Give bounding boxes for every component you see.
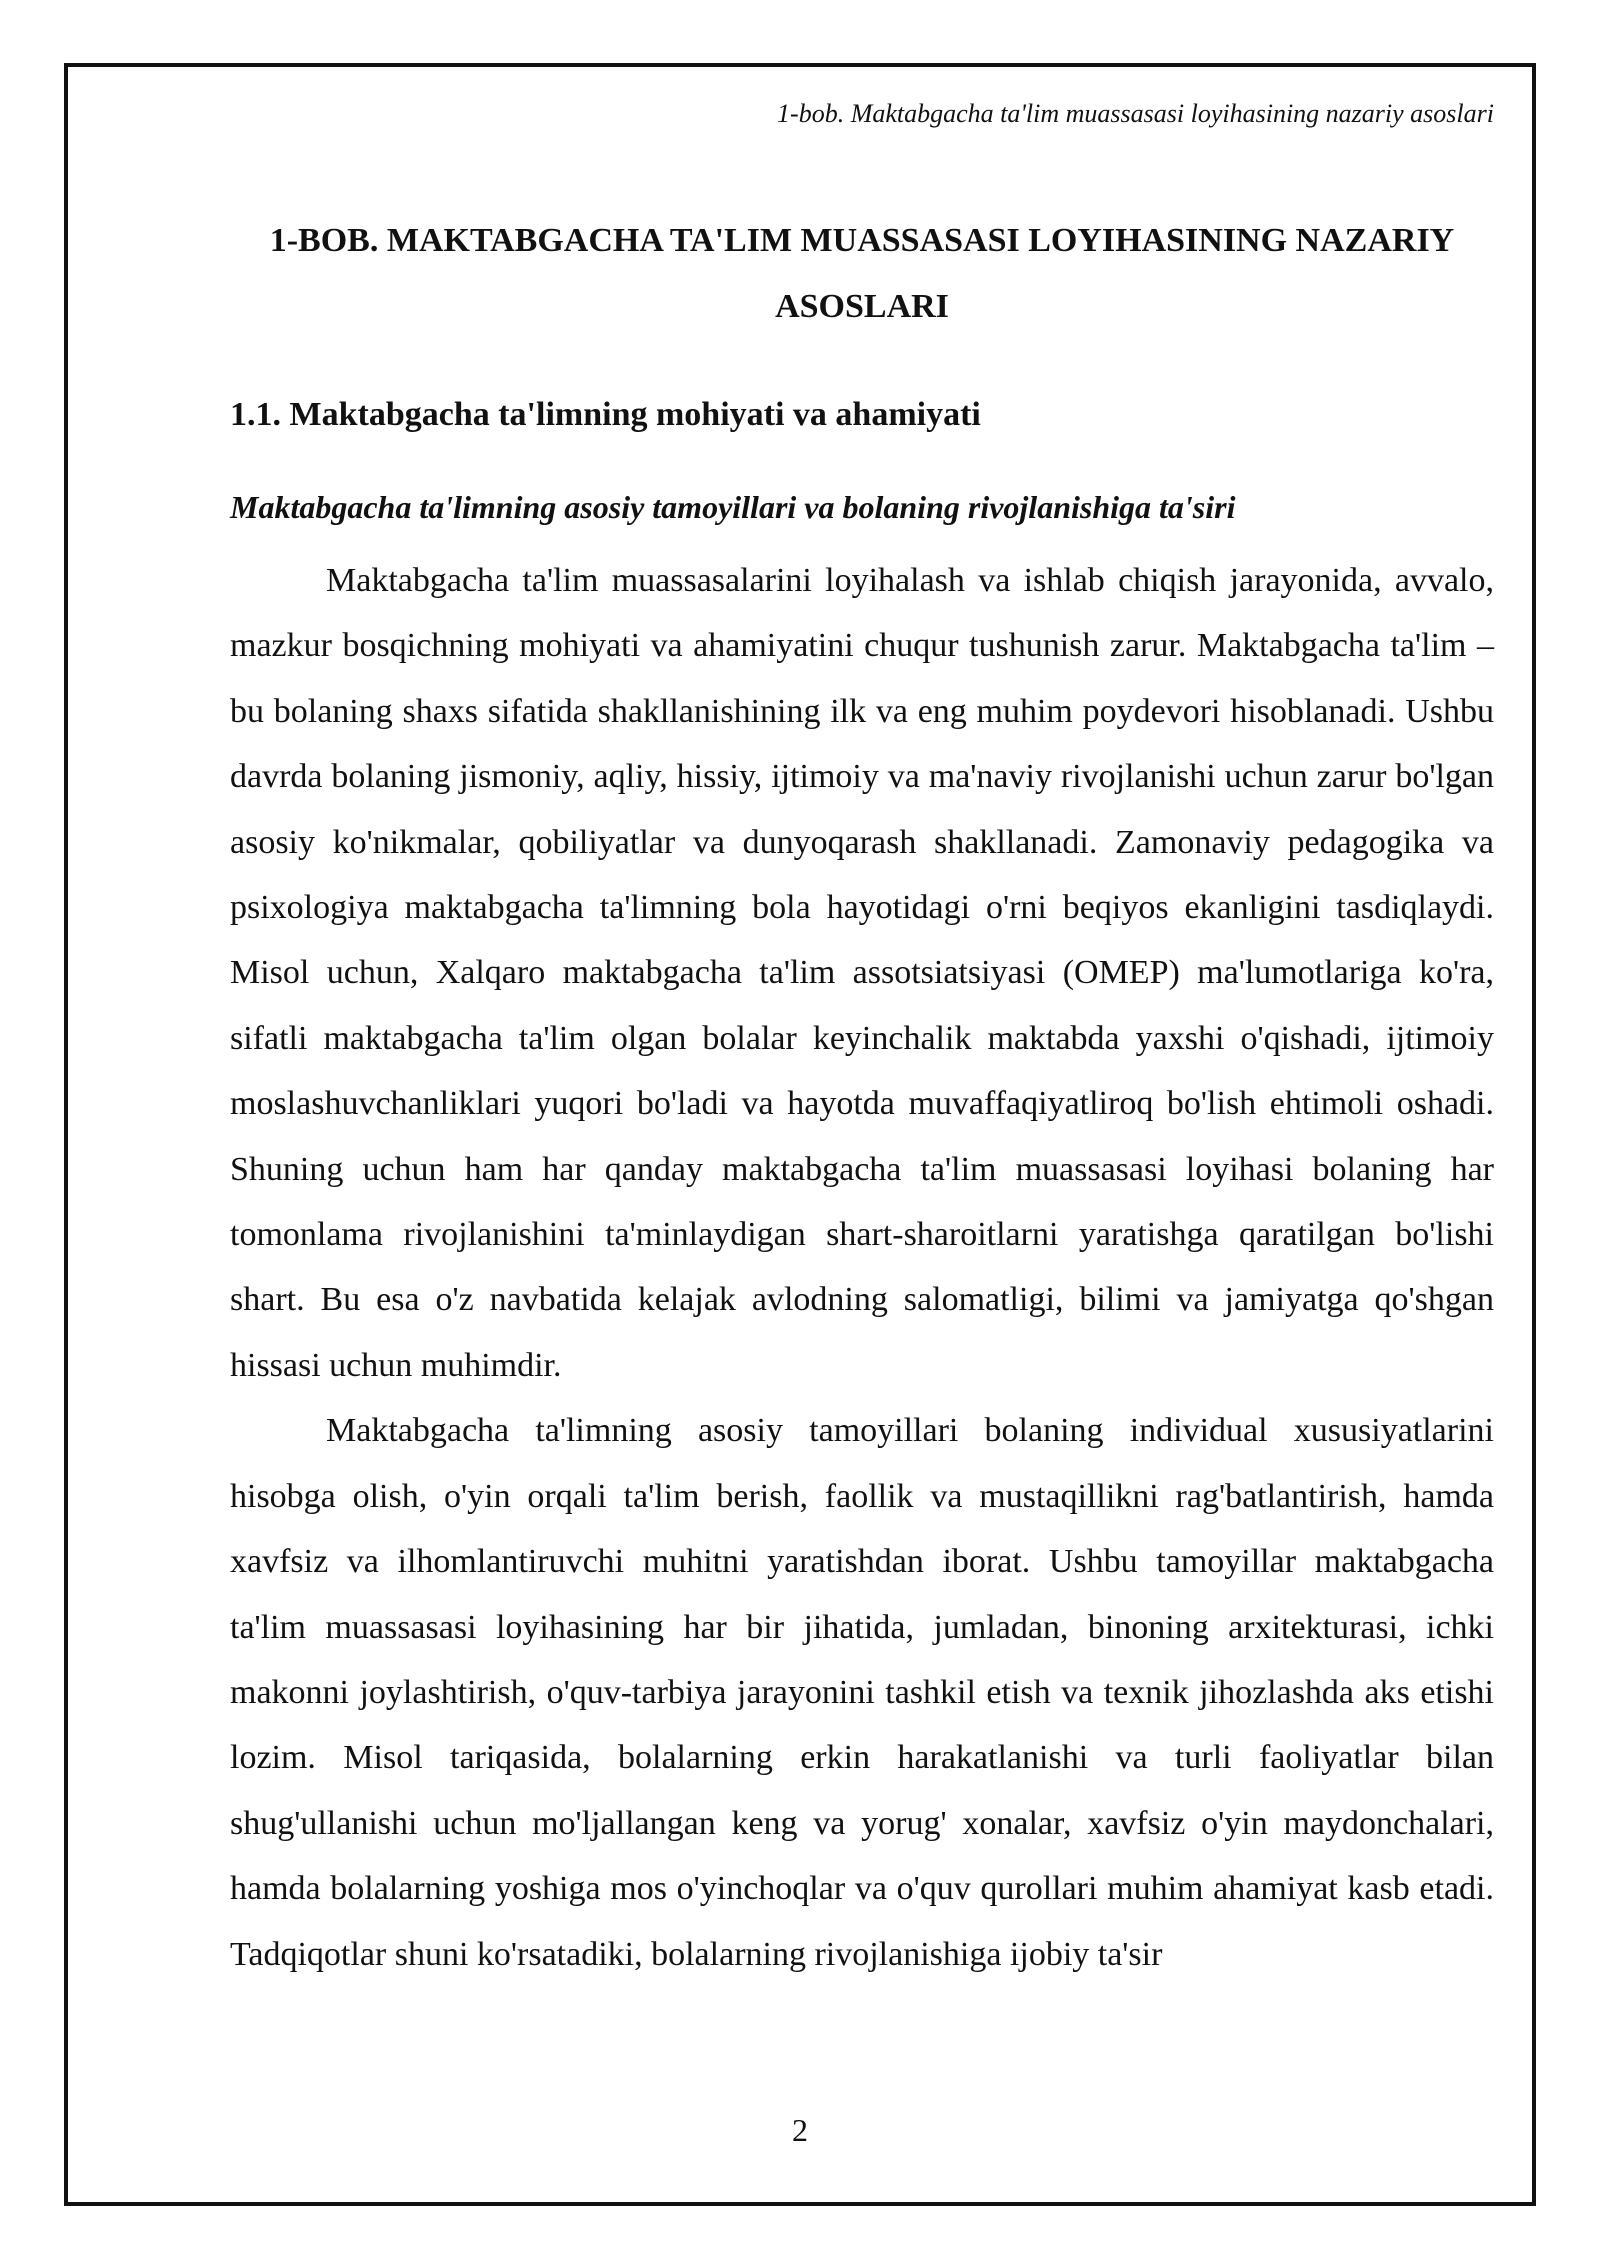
body-text	[230, 548, 1494, 1987]
paragraph: Maktabgacha ta'lim muassasalarini loyihalash va ishlab chiqish jarayonida, avvalo, mazkur bosqichning mohiyati va ahamiyatini chuqur tushunish zarur. Maktabgacha ta'lim – bu bolaning shaxs sifatida shakllanishining ilk va eng muhim poydevori hisoblanadi. Ushbu davrda bolaning jismoniy, aqliy, hissiy, ijtimoiy va ma'naviy rivojlanishi uchun zarur bo'lgan asosiy ko'nikmalar, qobiliyatlar va dunyoqarash shakllanadi. Zamonaviy pedagogika va psixologiya maktabgacha ta'limning bola hayotidagi o'rni beqiyos ekanligini tasdiqlaydi. Misol uchun, Xalqaro maktabgacha ta'lim assotsiatsiyasi (OMEP) ma'lumotlariga ko'ra, sifatli maktabgacha ta'lim olgan bolalar keyinchalik maktabda yaxshi o'qishadi, ijtimoiy moslashuvchanliklari yuqori bo'ladi va hayotda muvaffaqiyatliroq bo'lish ehtimoli oshadi. Shuning uchun ham har qanday maktabgacha ta'lim muassasasi loyihasi bolaning har tomonlama rivojlanishini ta'minlaydigan shart-sharoitlarni yaratishga qaratilgan bo'lishi shart. Bu esa o'z navbatida kelajak avlodning salomatligi, bilimi va jamiyatga qo'shgan hissasi uchun muhimdir.	[230, 562, 1494, 1384]
paragraph: Maktabgacha ta'limning asosiy tamoyillari bolaning individual xususiyatlarini hisobga olish, o'yin orqali ta'lim berish, faollik va mustaqillikni rag'batlantirish, hamda xavfsiz va ilhomlantiruvchi muhitni yaratishdan iborat. Ushbu tamoyillar maktabgacha ta'lim muassasasi loyihasining har bir jihatida, jumladan, binoning arxitekturasi, ichki makonni joylashtirish, o'quv-tarbiya jarayonini tashkil etish va texnik jihozlashda aks etishi lozim. Misol tariqasida, bolalarning erkin harakatlanishi va turli faoliyatlar bilan shug'ullanishi uchun mo'ljallangan keng va yorug' xonalar, xavfsiz o'yin maydonchalari, hamda bolalarning yoshiga mos o'yinchoqlar va o'quv qurollari muhim ahamiyat kasb etadi. Tadqiqotlar shuni ko'rsatadiki, bolalarning rivojlanishiga ijobiy ta'sir	[230, 1412, 1494, 1973]
page-number: 2	[792, 2112, 808, 2148]
subsection-title: Maktabgacha ta'limning asosiy tamoyillari va bolaning rivojlanishiga ta'siri	[230, 489, 1236, 525]
section-title: 1.1. Maktabgacha ta'limning mohiyati va ahamiyati	[230, 396, 981, 433]
chapter-title: 1-BOB. MAKTABGACHA TA'LIM MUASSASASI LOYIHASINING NAZARIY ASOSLARI	[269, 222, 1455, 325]
running-header: 1-bob. Maktabgacha ta'lim muassasasi loyihasining nazariy asoslari	[777, 99, 1494, 128]
